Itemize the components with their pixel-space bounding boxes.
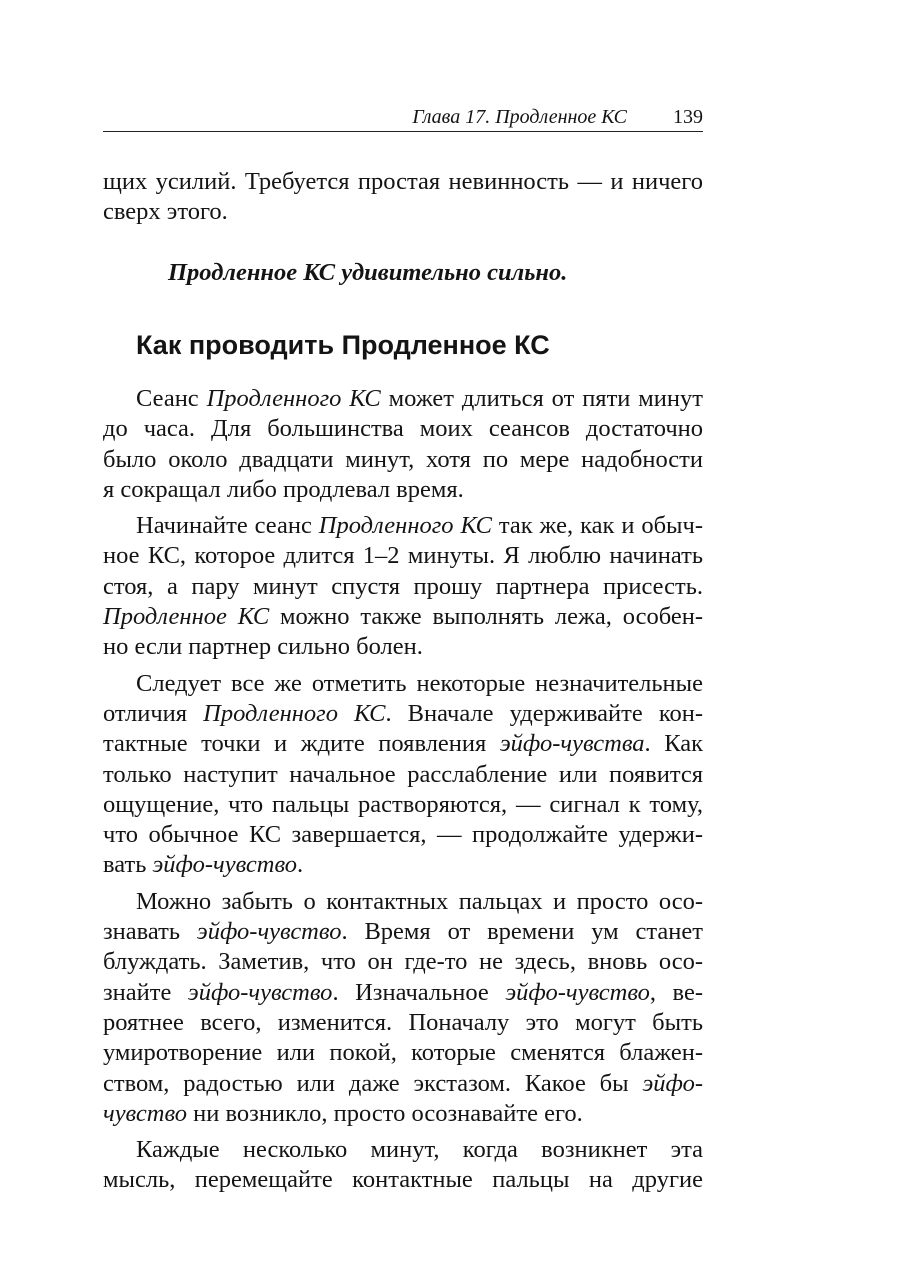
text-line	[103, 978, 703, 1008]
text-line	[103, 572, 703, 602]
continuation-line: сверх этого.	[103, 198, 228, 226]
italic-term: эйфо-	[642, 1069, 703, 1097]
italic-term: Продленное КС	[103, 603, 270, 631]
page-number: 139	[673, 106, 703, 128]
text-line	[103, 699, 703, 729]
text-run: ное КС, которое длится 1–2 минуты. Я люблю начинать	[103, 542, 703, 570]
text-line	[103, 414, 703, 444]
text-line	[103, 445, 703, 475]
text-line	[103, 1069, 703, 1099]
text-line	[103, 790, 703, 820]
text-run: умиротворение или покой, которые сменятся блажен-	[103, 1039, 703, 1067]
running-header	[103, 104, 703, 130]
text-run: Можно забыть о контактных пальцах и просто осо-	[136, 887, 703, 915]
text-line	[103, 511, 703, 541]
text-line	[103, 669, 703, 699]
italic-term: Продленного КС	[206, 385, 381, 412]
text-line	[103, 1008, 703, 1038]
text-line	[103, 384, 703, 414]
text-run: . Время от времени ум станет	[341, 918, 703, 946]
text-run: можно также выполнять лежа, особен-	[269, 603, 704, 631]
italic-term: эйфо-чувства	[499, 730, 645, 758]
text-run: может длиться от пяти минут	[380, 385, 703, 412]
chapter-title: Глава 17. Продленное КС	[412, 106, 627, 128]
paragraph	[103, 887, 703, 1129]
text-line	[103, 1038, 703, 1068]
italic-term: эйфо-чувство	[196, 918, 342, 946]
text-run: вать	[103, 851, 153, 879]
italic-term: Продленного КС	[318, 512, 492, 540]
paragraph	[103, 511, 703, 662]
text-run: блуждать. Заметив, что он где-то не здесь, вновь осо-	[103, 948, 703, 976]
text-run: я сокращал либо продлевал время.	[103, 475, 464, 503]
text-run: так же, как и обыч-	[491, 512, 704, 540]
continuation-text	[103, 167, 703, 228]
text-run: ощущение, что пальцы растворяются, — сигнал к тому,	[103, 790, 703, 818]
text-run: знайте	[103, 978, 188, 1006]
text-line	[103, 850, 703, 880]
text-line	[103, 1099, 703, 1129]
text-line	[103, 602, 703, 632]
text-run: было около двадцати минут, хотя по мере надобности	[103, 445, 703, 473]
text-line	[103, 475, 703, 505]
text-line	[103, 820, 703, 850]
text-run: знавать	[103, 918, 197, 946]
paragraph	[103, 1135, 703, 1196]
section-heading: Как проводить Продленное КС	[136, 330, 550, 360]
text-run: Следует все же отметить некоторые незначительные	[136, 669, 703, 697]
continuation-line: щих усилий. Требуется простая невинность — и ничего	[103, 168, 703, 195]
text-line	[103, 947, 703, 977]
text-line	[103, 1135, 703, 1165]
text-run: .	[297, 851, 304, 879]
text-run: но если партнер сильно болен.	[103, 633, 423, 661]
text-line	[103, 729, 703, 759]
text-line	[103, 632, 703, 662]
text-run: , ве-	[649, 978, 703, 1006]
text-run: отличия	[103, 699, 204, 727]
header-rule	[103, 131, 703, 132]
body-text	[103, 384, 703, 1202]
italic-term: Продленного КС	[203, 699, 386, 727]
text-run: ством, радостью или даже экстазом. Какое бы	[103, 1069, 643, 1097]
emphasis-statement: Продленное КС удивительно сильно.	[168, 259, 568, 286]
text-run: что обычное КС завершается, — продолжайте удержи-	[103, 821, 703, 849]
text-run: роятнее всего, изменится. Поначалу это могут быть	[103, 1008, 703, 1036]
text-run: стоя, а пару минут спустя прошу партнера присесть.	[103, 572, 703, 600]
text-run: . Как	[644, 730, 704, 758]
text-run: ни возникло, просто осознавайте его.	[187, 1099, 583, 1127]
text-line	[103, 917, 703, 947]
italic-term: эйфо-чувство	[152, 851, 298, 879]
italic-term: чувство	[103, 1099, 188, 1127]
paragraph	[103, 384, 703, 505]
text-run: Сеанс	[136, 385, 207, 412]
text-line	[103, 760, 703, 790]
italic-term: эйфо-чувство	[187, 978, 333, 1006]
text-line	[103, 1165, 703, 1195]
italic-term: эйфо-чувство	[505, 978, 650, 1006]
text-run: . Изначальное	[332, 978, 506, 1006]
text-run: Каждые несколько минут, когда возникнет эта	[136, 1136, 703, 1164]
text-run: тактные точки и ждите появления	[103, 730, 500, 758]
paragraph	[103, 669, 703, 881]
text-run: Начинайте сеанс	[136, 512, 319, 540]
text-run: мысль, перемещайте контактные пальцы на другие	[103, 1166, 703, 1194]
text-run: . Вначале удерживайте кон-	[385, 699, 703, 727]
text-run: только наступит начальное расслабление или появится	[103, 760, 703, 788]
text-run: до часа. Для большинства моих сеансов достаточно	[103, 415, 703, 443]
text-line	[103, 541, 703, 571]
text-line	[103, 887, 703, 917]
